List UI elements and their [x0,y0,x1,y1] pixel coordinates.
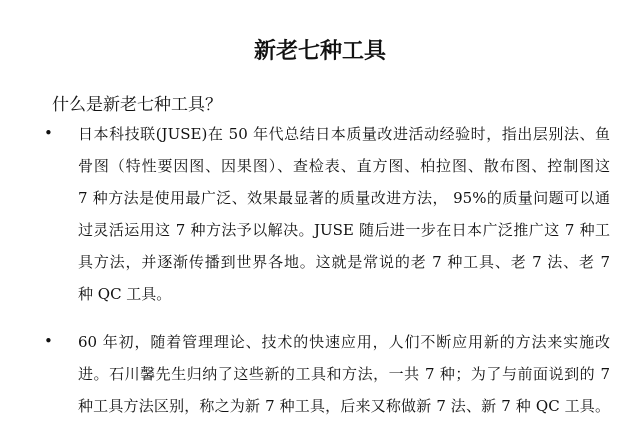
paragraph-line: 种 QC 工具。 [78,285,172,303]
paragraph-line: 种工具方法区别，称之为新 7 种工具，后来又称做新 7 法、新 7 种 QC 工具。 [78,397,610,415]
page-title: 新老七种工具 [253,38,386,64]
paragraph-line: 7 种方法是使用最广泛、效果最显著的质量改进方法， 95%的质量问题可以通 [78,189,610,207]
paragraph-line: 骨图（特性要因图、因果图）、查检表、直方图、柏拉图、散布图、控制图这 [78,157,610,175]
paragraph-line: 具方法，并逐渐传播到世界各地。这就是常说的老 7 种工具、老 7 法、老 7 [78,253,610,271]
paragraph-line: 过灵活运用这 7 种方法予以解决。JUSE 随后进一步在日本广泛推广这 7 种工 [78,221,610,239]
paragraph-line: 进。石川馨先生归纳了这些新的工具和方法，一共 7 种；为了与前面说到的 7 [78,365,610,383]
bullet-icon: • [44,124,53,142]
paragraph-line: 60 年初，随着管理理论、技术的快速应用，人们不断应用新的方法来实施改 [78,333,610,351]
paragraph-line: 日本科技联(JUSE)在 50 年代总结日本质量改进活动经验时，指出层别法、鱼 [78,125,610,143]
section-heading: 什么是新老七种工具？ [52,95,222,115]
bullet-icon: • [44,332,53,350]
